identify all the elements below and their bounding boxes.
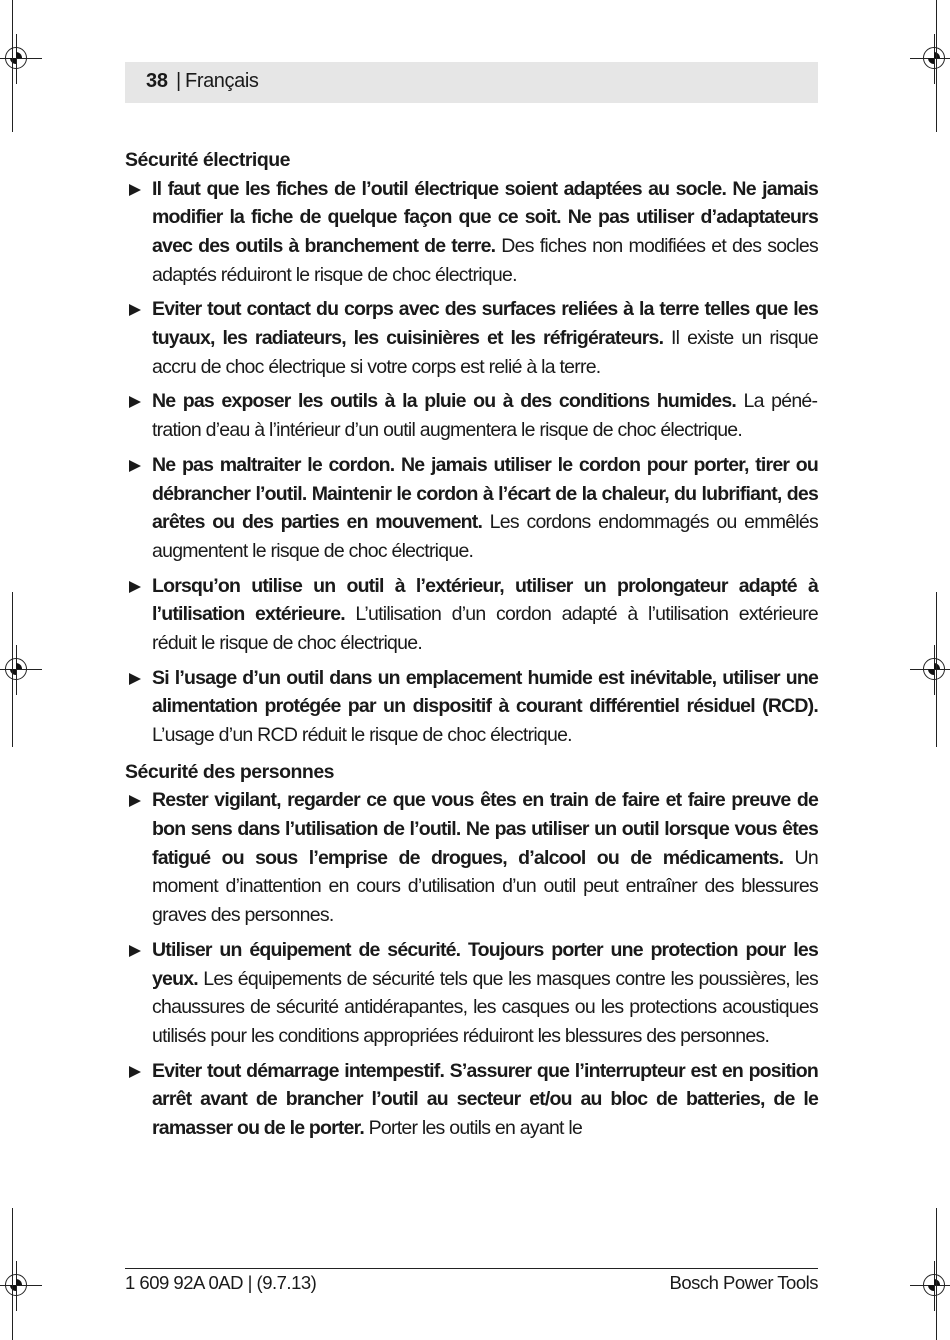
header-separator: |	[176, 70, 182, 92]
registration-mark-bottom-right	[910, 1261, 950, 1311]
page-number: 38	[146, 70, 168, 92]
item-text: L’usage d’un RCD réduit le risque de choc électrique.	[152, 724, 572, 747]
section-title-electrical-safety: Sécurité électrique	[125, 149, 290, 171]
registration-mark-bottom-left	[0, 1261, 42, 1311]
item-text: Un moment d’inattention en cours d’utilisation d’un outil peut entraîner des blessures graves des personnes.	[152, 846, 818, 927]
footer-document-id: 1 609 92A 0AD | (9.7.13)	[125, 1272, 317, 1293]
crop-line-top-right	[936, 0, 937, 132]
bullet-triangle-icon	[129, 304, 141, 316]
item-text: Les cordons endommagés ou emmêlés augmentent le risque de choc électrique.	[152, 511, 818, 562]
bullet-triangle-icon	[129, 581, 141, 593]
list-item	[125, 175, 818, 290]
item-text: Les équipements de sécurité tels que les masques contre les poussières, les chaussures de sécurité antidérapantes, les casques ou les protections acoustiques utilisés pour les conditions appropriées réduiront les blessures des personnes.	[152, 967, 818, 1047]
item-text: La pénétration d’eau à l’intérieur d’un outil augmentera le risque de choc électrique.	[152, 390, 819, 442]
section-title-personal-safety: Sécurité des personnes	[125, 760, 335, 783]
registration-mark-top-right	[910, 34, 950, 84]
crop-line-mid-left	[12, 592, 13, 747]
page-content	[125, 146, 818, 1149]
item-emphasis: Rester vigilant, regarder ce que vous êtes en train de faire et faire preuve de bon sens dans l’utilisation de l’outil. Ne pas utiliser un outil lorsque vous êtes fatigué ou sous l’emprise de drogues, d’alcool ou de médicaments.	[152, 789, 818, 869]
item-text: Des fiches non modifiées et des socles adaptés réduiront le risque de choc électrique.	[152, 234, 818, 286]
bullet-triangle-icon	[129, 184, 141, 196]
item-emphasis: Il faut que les fiches de l’outil électrique soient adaptées au socle. Ne jamais modifier la fiche de quelque façon que ce soit. Ne pas utiliser d’adaptateurs avec des outils à branchement de terre.	[152, 177, 818, 257]
registration-mark-mid-left	[0, 645, 42, 695]
crop-line-top-left	[12, 0, 13, 132]
item-text: L’utilisation d’un cordon adapté à l’utilisation extérieure réduit le risque de choc électrique.	[152, 603, 818, 655]
crop-line-bottom-right	[936, 1208, 937, 1340]
bullet-triangle-icon	[129, 460, 141, 472]
registration-mark-mid-right	[910, 645, 950, 695]
item-emphasis: Ne pas exposer les outils à la pluie ou à des conditions humides.	[152, 390, 737, 413]
item-emphasis: Lorsqu’on utilise un outil à l’extérieur, utiliser un prolongateur adapté à l’utilisation extérieure.	[152, 574, 818, 626]
footer-brand: Bosch Power Tools	[669, 1272, 818, 1293]
item-emphasis: Eviter tout démarrage intempestif. S’assurer que l’interrupteur est en position arrêt avant de brancher l’outil au secteur et/ou au bloc de batteries, de le ramasser ou de le porter.	[152, 1059, 818, 1140]
crop-line-bottom-left	[12, 1208, 13, 1340]
bullet-triangle-icon	[129, 396, 141, 408]
crop-line-mid-right	[936, 592, 937, 747]
list-item	[125, 1057, 818, 1143]
list-item	[125, 664, 818, 750]
list-item	[125, 572, 818, 658]
item-text: Porter les outils en ayant le	[363, 1117, 583, 1140]
header-language: Français	[185, 70, 259, 92]
item-emphasis: Ne pas maltraiter le cordon. Ne jamais utiliser le cordon pour porter, tirer ou débrancher l’outil. Maintenir le cordon à l’écart de la chaleur, du lubrifiant, des arêtes ou des parties en mouvement.	[152, 453, 818, 534]
footer-divider	[125, 1268, 818, 1269]
bullet-triangle-icon	[129, 945, 141, 957]
bullet-triangle-icon	[129, 673, 141, 685]
list-item	[125, 387, 818, 444]
list-item	[125, 786, 818, 930]
bullet-triangle-icon	[129, 1066, 141, 1078]
page-header	[125, 62, 818, 103]
list-item	[125, 936, 818, 1051]
registration-mark-top-left	[0, 34, 42, 84]
list-item	[125, 451, 818, 566]
bullet-triangle-icon	[129, 795, 141, 807]
item-emphasis: Si l’usage d’un outil dans un emplacement humide est inévitable, utiliser une alimentation protégée par un dispositif à courant différentiel résiduel (RCD).	[152, 666, 818, 718]
item-emphasis: Utiliser un équipement de sécurité. Toujours porter une protection pour les yeux.	[152, 938, 818, 990]
item-emphasis: Eviter tout contact du corps avec des surfaces reliées à la terre telles que les tuyaux, les radiateurs, les cuisinières et les réfrigérateurs.	[152, 298, 818, 350]
item-text: Il existe un risque accru de choc électrique si votre corps est relié à la terre.	[152, 327, 818, 378]
list-item	[125, 295, 818, 381]
